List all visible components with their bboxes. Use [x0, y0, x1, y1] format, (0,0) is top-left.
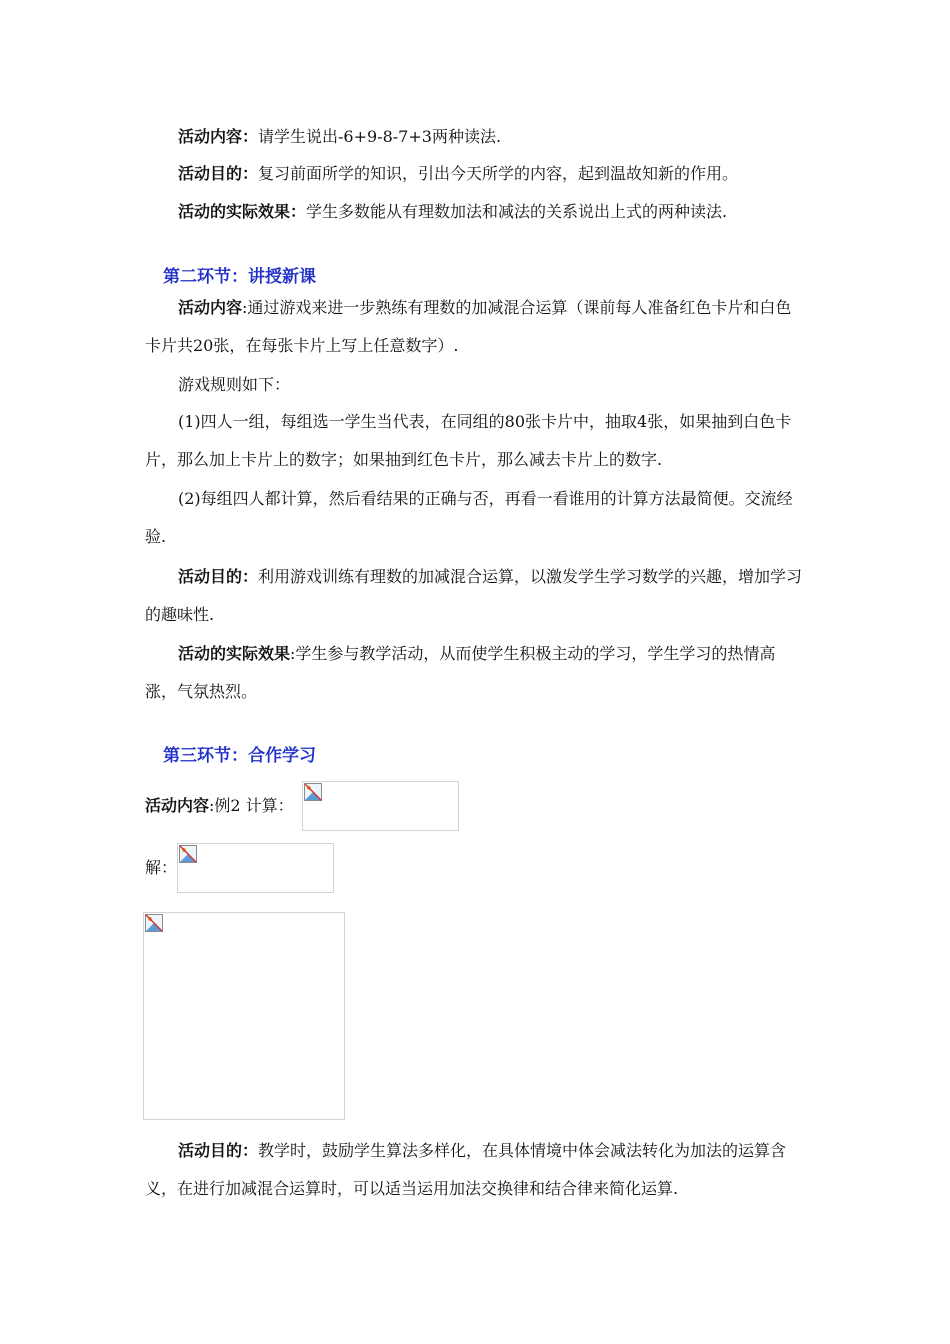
text: 利用游戏训练有理数的加减混合运算，以激发学生学习数学的兴趣，增加学习的趣味性.	[145, 567, 803, 624]
s2-rules-title: 游戏规则如下：	[178, 375, 291, 394]
label: 活动的实际效果：	[178, 202, 307, 221]
section2-heading: 第二环节：讲授新课	[163, 267, 316, 287]
label: 活动内容	[145, 796, 210, 815]
formula-image-solution	[177, 843, 334, 893]
text: 请学生说出-6+9-8-7+3两种读法.	[258, 127, 502, 146]
text: 教学时，鼓励学生算法多样化，在具体情境中体会减法转化为加法的运算含义，在进行加减混合运算时，可以适当运用加法交换律和结合律来简化运算.	[145, 1141, 787, 1198]
broken-image-icon	[179, 845, 197, 863]
text: 学生多数能从有理数加法和减法的关系说出上式的两种读法.	[306, 202, 728, 221]
text: :通过游戏来进一步熟练有理数的加减混合运算（课前每人准备红色卡片和白色卡片共20张，在每张卡片上写上任意数字）.	[145, 298, 792, 355]
s3-solution-label: 解：	[145, 858, 178, 877]
text: :例2 计算：	[209, 796, 294, 815]
s2-activity-effect	[145, 635, 807, 711]
s2-activity-purpose	[145, 558, 807, 634]
s1-activity-effect	[145, 193, 807, 231]
label: 活动目的：	[178, 164, 259, 183]
label: 活动目的：	[178, 567, 259, 586]
s2-rule-1: (1)四人一组，每组选一学生当代表，在同组的80张卡片中，抽取4张，如果抽到白色卡片，那么加上卡片上的数字；如果抽到红色卡片，那么减去卡片上的数字.	[145, 412, 792, 469]
text: :学生参与教学活动，从而使学生积极主动的学习，学生学习的热情高涨，气氛热烈。	[145, 644, 776, 701]
s1-activity-purpose	[145, 155, 807, 193]
section3-heading: 第三环节：合作学习	[163, 746, 316, 766]
label: 活动目的：	[178, 1141, 259, 1160]
s3-activity-content	[145, 787, 807, 825]
label: 活动的实际效果	[178, 644, 291, 663]
s2-rule-2: (2)每组四人都计算，然后看结果的正确与否，再看一看谁用的计算方法最简便。交流经验.	[145, 489, 793, 546]
formula-image-steps	[143, 912, 345, 1120]
s1-activity-content	[145, 118, 807, 156]
formula-image-example2	[302, 781, 459, 831]
s2-activity-content	[145, 289, 807, 365]
broken-image-icon	[145, 914, 163, 932]
s3-activity-purpose	[145, 1132, 807, 1208]
label: 活动内容	[178, 298, 243, 317]
broken-image-icon	[304, 783, 322, 801]
text: 复习前面所学的知识，引出今天所学的内容，起到温故知新的作用。	[258, 164, 739, 183]
label: 活动内容：	[178, 127, 259, 146]
